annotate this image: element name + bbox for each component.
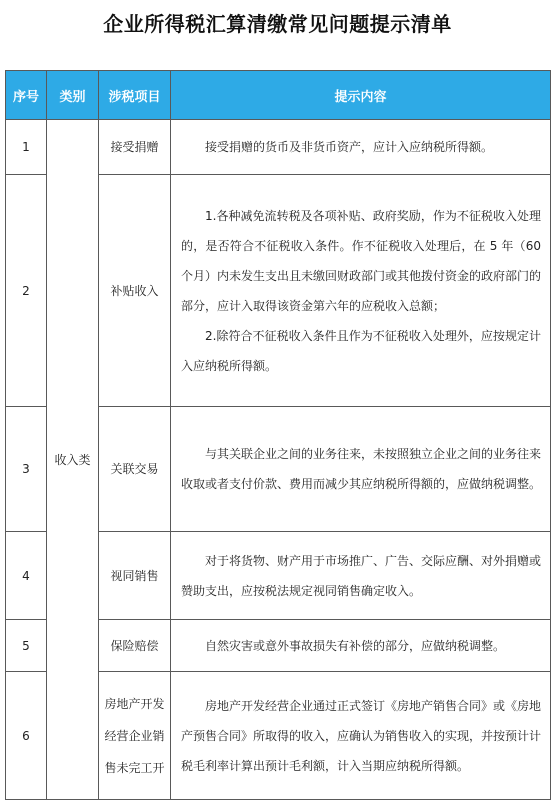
tip-content: [171, 620, 551, 672]
tax-item: 保险赔偿: [99, 620, 171, 672]
row-number: 4: [6, 532, 47, 620]
row-number: 2: [6, 175, 47, 407]
column-header-item: 涉税项目: [99, 71, 171, 120]
tip-paragraph: 与其关联企业之间的业务往来，未按照独立企业之间的业务往来收取或者支付价款、费用而减少其应纳税所得额的，应做纳税调整。: [181, 447, 542, 491]
category-cell: 收入类: [47, 120, 99, 800]
tip-paragraph: 房地产开发经营企业通过正式签订《房地产销售合同》或《房地产预售合同》所取得的收入，应确认为销售收入的实现，并按预计计税毛利率计算出预计毛利额，计入当期应纳税所得额。: [181, 698, 542, 773]
tax-item: 接受捐赠: [99, 120, 171, 175]
tip-content: [171, 120, 551, 175]
header-row: [6, 71, 551, 120]
tip-paragraph: 接受捐赠的货币及非货币资产，应计入应纳税所得额。: [205, 140, 494, 154]
column-header-no: 序号: [6, 71, 47, 120]
tax-item: 关联交易: [99, 407, 171, 532]
tip-paragraph: 对于将货物、财产用于市场推广、广告、交际应酬、对外捐赠或赞助支出，应按税法规定视同销售确定收入。: [181, 553, 542, 598]
tax-item: 补贴收入: [99, 175, 171, 407]
column-header-category: 类别: [47, 71, 99, 120]
row-number: 1: [6, 120, 47, 175]
tip-paragraph: 2.除符合不征税收入条件且作为不征税收入处理外，应按规定计入应纳税所得额。: [181, 328, 541, 373]
tip-paragraph: 自然灾害或意外事故损失有补偿的部分，应做纳税调整。: [205, 638, 506, 653]
table-row: [6, 120, 551, 175]
tax-item: 房地产开发经营企业销售未完工开: [99, 672, 171, 800]
tip-content: [171, 175, 551, 407]
row-number: 3: [6, 407, 47, 532]
page-title: 企业所得税汇算清缴常见问题提示清单: [103, 12, 452, 36]
tax-checklist-table: [5, 70, 551, 800]
tip-content: [171, 672, 551, 800]
row-number: 6: [6, 672, 47, 800]
tax-item: 视同销售: [99, 532, 171, 620]
tip-content: [171, 532, 551, 620]
tip-content: [171, 407, 551, 532]
column-header-tips: 提示内容: [171, 71, 551, 120]
row-number: 5: [6, 620, 47, 672]
tip-paragraph: 1.各种减免流转税及各项补贴、政府奖励，作为不征税收入处理的，是否符合不征税收入条件。作不征税收入处理后，在 5 年（60 个月）内未发生支出且未缴回财政部门或其他拨付资金的政府部门的部分，应计入取得该资金第六年的应税收入总额；: [181, 208, 542, 313]
